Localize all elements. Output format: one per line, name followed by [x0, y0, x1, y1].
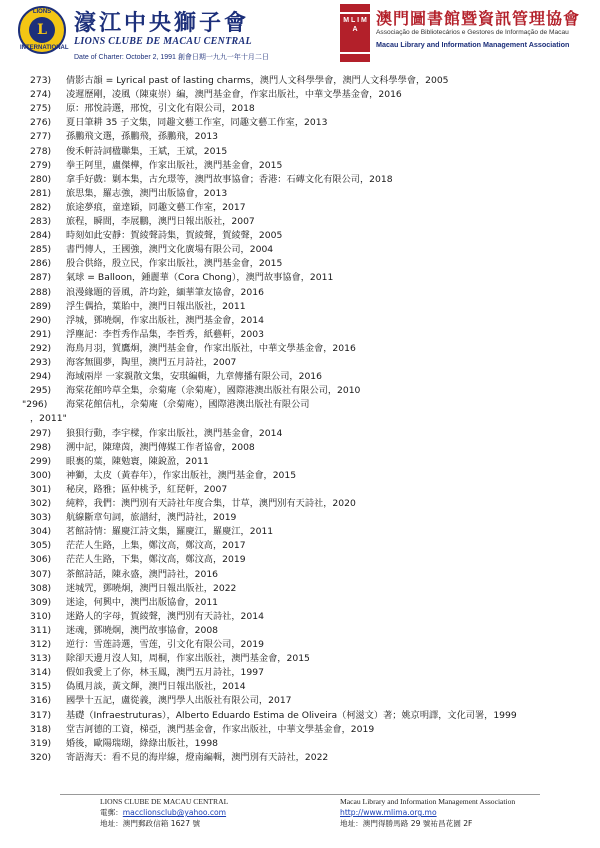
- entry-text: 迷城咒，鄧曉炯，澳門日報出版社，2022: [66, 582, 237, 594]
- entry-text: 茫茫人生路，下集，鄭汶高，鄭汶高，2019: [66, 554, 246, 566]
- entry-text: 寄語海天：看不見的海岸線，燈南編輯，澳門別有天詩社，2022: [66, 751, 329, 763]
- entry-number: 313): [30, 653, 52, 665]
- footer-mlima: [340, 796, 580, 829]
- entry-number: 301): [30, 483, 52, 495]
- entry-text: 茗館詩情：羅慶江詩文集，羅慶江，羅慶江，2011: [66, 526, 274, 538]
- entry-text: 海域兩岸 一家親散文集，安琪編輯，九章傳播有限公司，2016: [66, 371, 322, 383]
- entry-text: 旅思集，羅志強，澳門出版協會，2013: [66, 187, 228, 199]
- entry-number: 311): [30, 624, 52, 636]
- entry-number: 284): [30, 230, 52, 242]
- entry-number: 291): [30, 328, 52, 340]
- entry-number: 300): [30, 469, 52, 481]
- footer-right-title: Macau Library and Information Management Association: [340, 797, 516, 806]
- entry-text: 夏日筆耕 35 子文集，同趣文藝工作室，同趣文藝工作室，2013: [66, 117, 328, 129]
- footer-email-link[interactable]: macclionsclub@yahoo.com: [122, 808, 227, 817]
- entry-number: 283): [30, 216, 52, 227]
- club-name-english: LIONS CLUBE DE MACAU CENTRAL: [74, 36, 252, 47]
- entry-text: 海棠花館信札，佘菊庵（佘菊庵），國際港澳出版社有限公司: [66, 399, 310, 411]
- lions-club-logo-icon: [18, 6, 69, 54]
- entry-number: 281): [30, 187, 52, 199]
- lions-logo-bottom-text: INTERNATIONAL: [20, 45, 69, 51]
- entry-text: 孫鵬飛文選，孫鵬飛，孫鵬飛，2013: [66, 131, 219, 143]
- entry-text: 迷路人的字母，賀綾聲，澳門別有天詩社，2014: [66, 610, 264, 622]
- entry-text: 堂吉訶德的工資，梯亞，澳門基金會，作家出版社，中華文學基金會，2019: [66, 723, 375, 735]
- entry-text: 狼狽行動，李宇樑，作家出版社，澳門基金會，2014: [66, 427, 283, 439]
- entry-text: 俊禾軒詩詞楹聯集，王斌，王斌，2015: [66, 145, 228, 157]
- club-name-chinese: 濠江中央獅子會: [74, 10, 250, 36]
- entry-text: 迷魂，鄧曉炯，澳門故事協會，2008: [66, 624, 219, 636]
- entry-text: 婚後，歐陽瑞瑚，綠綠出版社，1998: [66, 737, 219, 749]
- entry-text: 海鳥月羽，賀鷹炯，澳門基金會，作家出版社，中華文學基金會，2016: [66, 342, 356, 354]
- entry-number: 304): [30, 526, 52, 538]
- entry-number: 319): [30, 737, 52, 749]
- entry-text: 倩影古韻 = Lyrical past of lasting charms，澳門人文科學學會，澳門人文科學學會，2005: [66, 75, 449, 86]
- entry-text: 迷途，何興中，澳門出版協會，2011: [66, 596, 219, 608]
- entry-text: 神獅，太皮（黃春年），作家出版社，澳門基金會，2015: [66, 469, 297, 481]
- entry-text: 浪漫緣題的晉風，許均銓，緬華筆友協會，2016: [66, 286, 264, 298]
- entry-number: 290): [30, 314, 52, 326]
- footer-right-address: 地址：澳門得勝馬路 29 號祐昌花園 2F: [340, 819, 473, 828]
- association-name-portuguese: Associação de Bibliotecários e Gestores de Informação de Macau: [376, 29, 569, 36]
- footer-left-address: 地址：澳門郵政信箱 1627 號: [100, 819, 201, 828]
- lions-logo-letter: L: [29, 17, 55, 43]
- entry-number: 286): [30, 258, 52, 270]
- mlima-logo-icon: [340, 4, 370, 62]
- entry-text: 旅途夢痕，童達穎，同趣文藝工作室，2017: [66, 201, 246, 213]
- footer-website-link[interactable]: http://www.mlima.org.mo: [340, 808, 437, 817]
- association-name-english: Macau Library and Information Management Association: [376, 40, 570, 49]
- entry-number: 320): [30, 751, 52, 763]
- entry-number: 312): [30, 639, 52, 650]
- entry-number: 318): [30, 723, 52, 735]
- entry-number: 277): [30, 131, 52, 143]
- entry-text: 浮生偶拾，葉貽中，澳門日報出版社，2011: [66, 300, 246, 312]
- footer-left-title: LIONS CLUBE DE MACAU CENTRAL: [100, 797, 229, 806]
- entry-number: 280): [30, 173, 52, 185]
- entry-number: 274): [30, 89, 52, 101]
- entry-number: 295): [30, 385, 52, 397]
- entry-text: 純粹，我們：澳門別有天詩社年度合集，廿草，澳門別有天詩社，2020: [66, 498, 356, 509]
- entry-number: 282): [30, 201, 52, 213]
- entry-number: 289): [30, 300, 52, 312]
- entry-text: 國學十五記，盧從義，澳門學人出版社有限公司，2017: [66, 695, 292, 707]
- entry-text: 茶館詩話，陳永盛，澳門詩社，2016: [66, 568, 219, 580]
- entry-number: 305): [30, 540, 52, 552]
- entry-number: 310): [30, 610, 52, 622]
- entry-text: 旅程，瞬間，李展鵬，澳門日報出版社，2007: [66, 216, 255, 227]
- entry-number: 299): [30, 455, 52, 467]
- entry-text: 逆行：雪莲詩選，雪莲，引文化有限公司，2019: [66, 639, 264, 650]
- entry-text: 茫茫人生路，上集，鄭汶高，鄭汶高，2017: [66, 540, 246, 552]
- entry-number: 273): [30, 75, 52, 86]
- entry-number: 316): [30, 695, 52, 707]
- footer-lions-club: [100, 796, 300, 829]
- entry-number: 275): [30, 103, 52, 115]
- footer-email-label: 電郵：: [100, 808, 123, 817]
- entry-number: 288): [30, 286, 52, 298]
- entry-text: 眼裏的葉，陳勉寰，陳銳盈，2011: [66, 455, 209, 467]
- entry-number: 294): [30, 371, 52, 383]
- mlima-logo-letters: M L I M A: [343, 17, 367, 33]
- footer-left-email: [100, 807, 300, 818]
- entry-text: 假如我愛上了你，林玉鳳，澳門五月詩社，1997: [66, 667, 264, 679]
- entry-number: 293): [30, 357, 52, 368]
- entry-text: 除卻天邊月沒人知，周桐，作家出版社，澳門基金會，2015: [66, 653, 310, 665]
- entry-number: 279): [30, 159, 52, 171]
- entry-text: 書門傳人，王國強，澳門文化廣場有限公司，2004: [66, 244, 274, 256]
- entry-text: 基礎（Infraestruturas），Alberto Eduardo Estima de Oliveira（柯滋文）著；姚京明譯，文化司署，1999: [66, 709, 517, 721]
- entry-number: 292): [30, 342, 52, 354]
- entry-number: 302): [30, 498, 52, 509]
- entry-number: 315): [30, 681, 52, 693]
- entry-text: ，2011": [30, 413, 67, 425]
- entry-text: 海棠花館吟草全集，佘菊庵（佘菊庵），國際港澳出版社有限公司，2010: [66, 385, 361, 397]
- entry-text: 浮塵記：李哲秀作品集，李哲秀，紙藝軒，2003: [66, 328, 264, 340]
- entry-number: 278): [30, 145, 52, 157]
- entry-text: 凌遲歷剛，凌風（陳東崇）編，澳門基金會，作家出版社，中華文學基金會，2016: [66, 89, 402, 101]
- footer-divider: [60, 794, 540, 795]
- entry-number: 303): [30, 512, 52, 524]
- entry-text: 時刻如此安靜：賀綾聲詩集，賀綾聲，賀綾聲，2005: [66, 230, 283, 242]
- entry-text: 氣球 = Balloon，鍾麗華（Cora Chong），澳門故事協會，2011: [66, 272, 334, 284]
- charter-date: Date of Charter: October 2, 1991 創會日期一九九一年十月二日: [74, 54, 269, 61]
- letterhead: [0, 0, 600, 68]
- lions-logo-top-text: LIONS: [32, 9, 52, 15]
- entry-number: 314): [30, 667, 52, 679]
- entry-text: 殷合供絡，殷立民，作家出版社，澳門基金會，2015: [66, 258, 283, 270]
- entry-text: 偽風月談，黃文輝，澳門日報出版社，2014: [66, 681, 246, 693]
- entry-text: 拳王阿里，盧傑樺，作家出版社，澳門基金會，2015: [66, 159, 283, 171]
- entry-number: 287): [30, 272, 52, 284]
- entry-number: 307): [30, 568, 52, 580]
- entry-number: 285): [30, 244, 52, 256]
- entry-text: 秘戾，路雅；區仲桃予，紅琵軒，2007: [66, 483, 228, 495]
- entry-number: 297): [30, 427, 52, 439]
- entry-text: 浮城，鄧曉炯，作家出版社，澳門基金會，2014: [66, 314, 264, 326]
- entry-text: 拿手好戲：剿本集，古允璟等，澳門故事協會；香港：石磚文化有限公司，2018: [66, 173, 393, 185]
- entry-number: 308): [30, 582, 52, 594]
- entry-number: 276): [30, 117, 52, 129]
- entry-text: 海客無圓夢，陶里，澳門五月詩社，2007: [66, 357, 237, 368]
- entry-number: 306): [30, 554, 52, 566]
- entry-number: "296): [22, 399, 48, 411]
- entry-text: 溯中記，陳瑋茵，澳門傳媒工作者協會，2008: [66, 441, 255, 453]
- entry-number: 317): [30, 709, 52, 721]
- entry-text: 原：邢悅詩選，邢悅，引文化有限公司，2018: [66, 103, 255, 115]
- entry-text: 航線斷章句詞，旅譜紂，澳門詩社，2019: [66, 512, 237, 524]
- entry-number: 309): [30, 596, 52, 608]
- entry-number: 298): [30, 441, 52, 453]
- association-name-chinese: 澳門圖書館暨資訊管理協會: [376, 9, 581, 28]
